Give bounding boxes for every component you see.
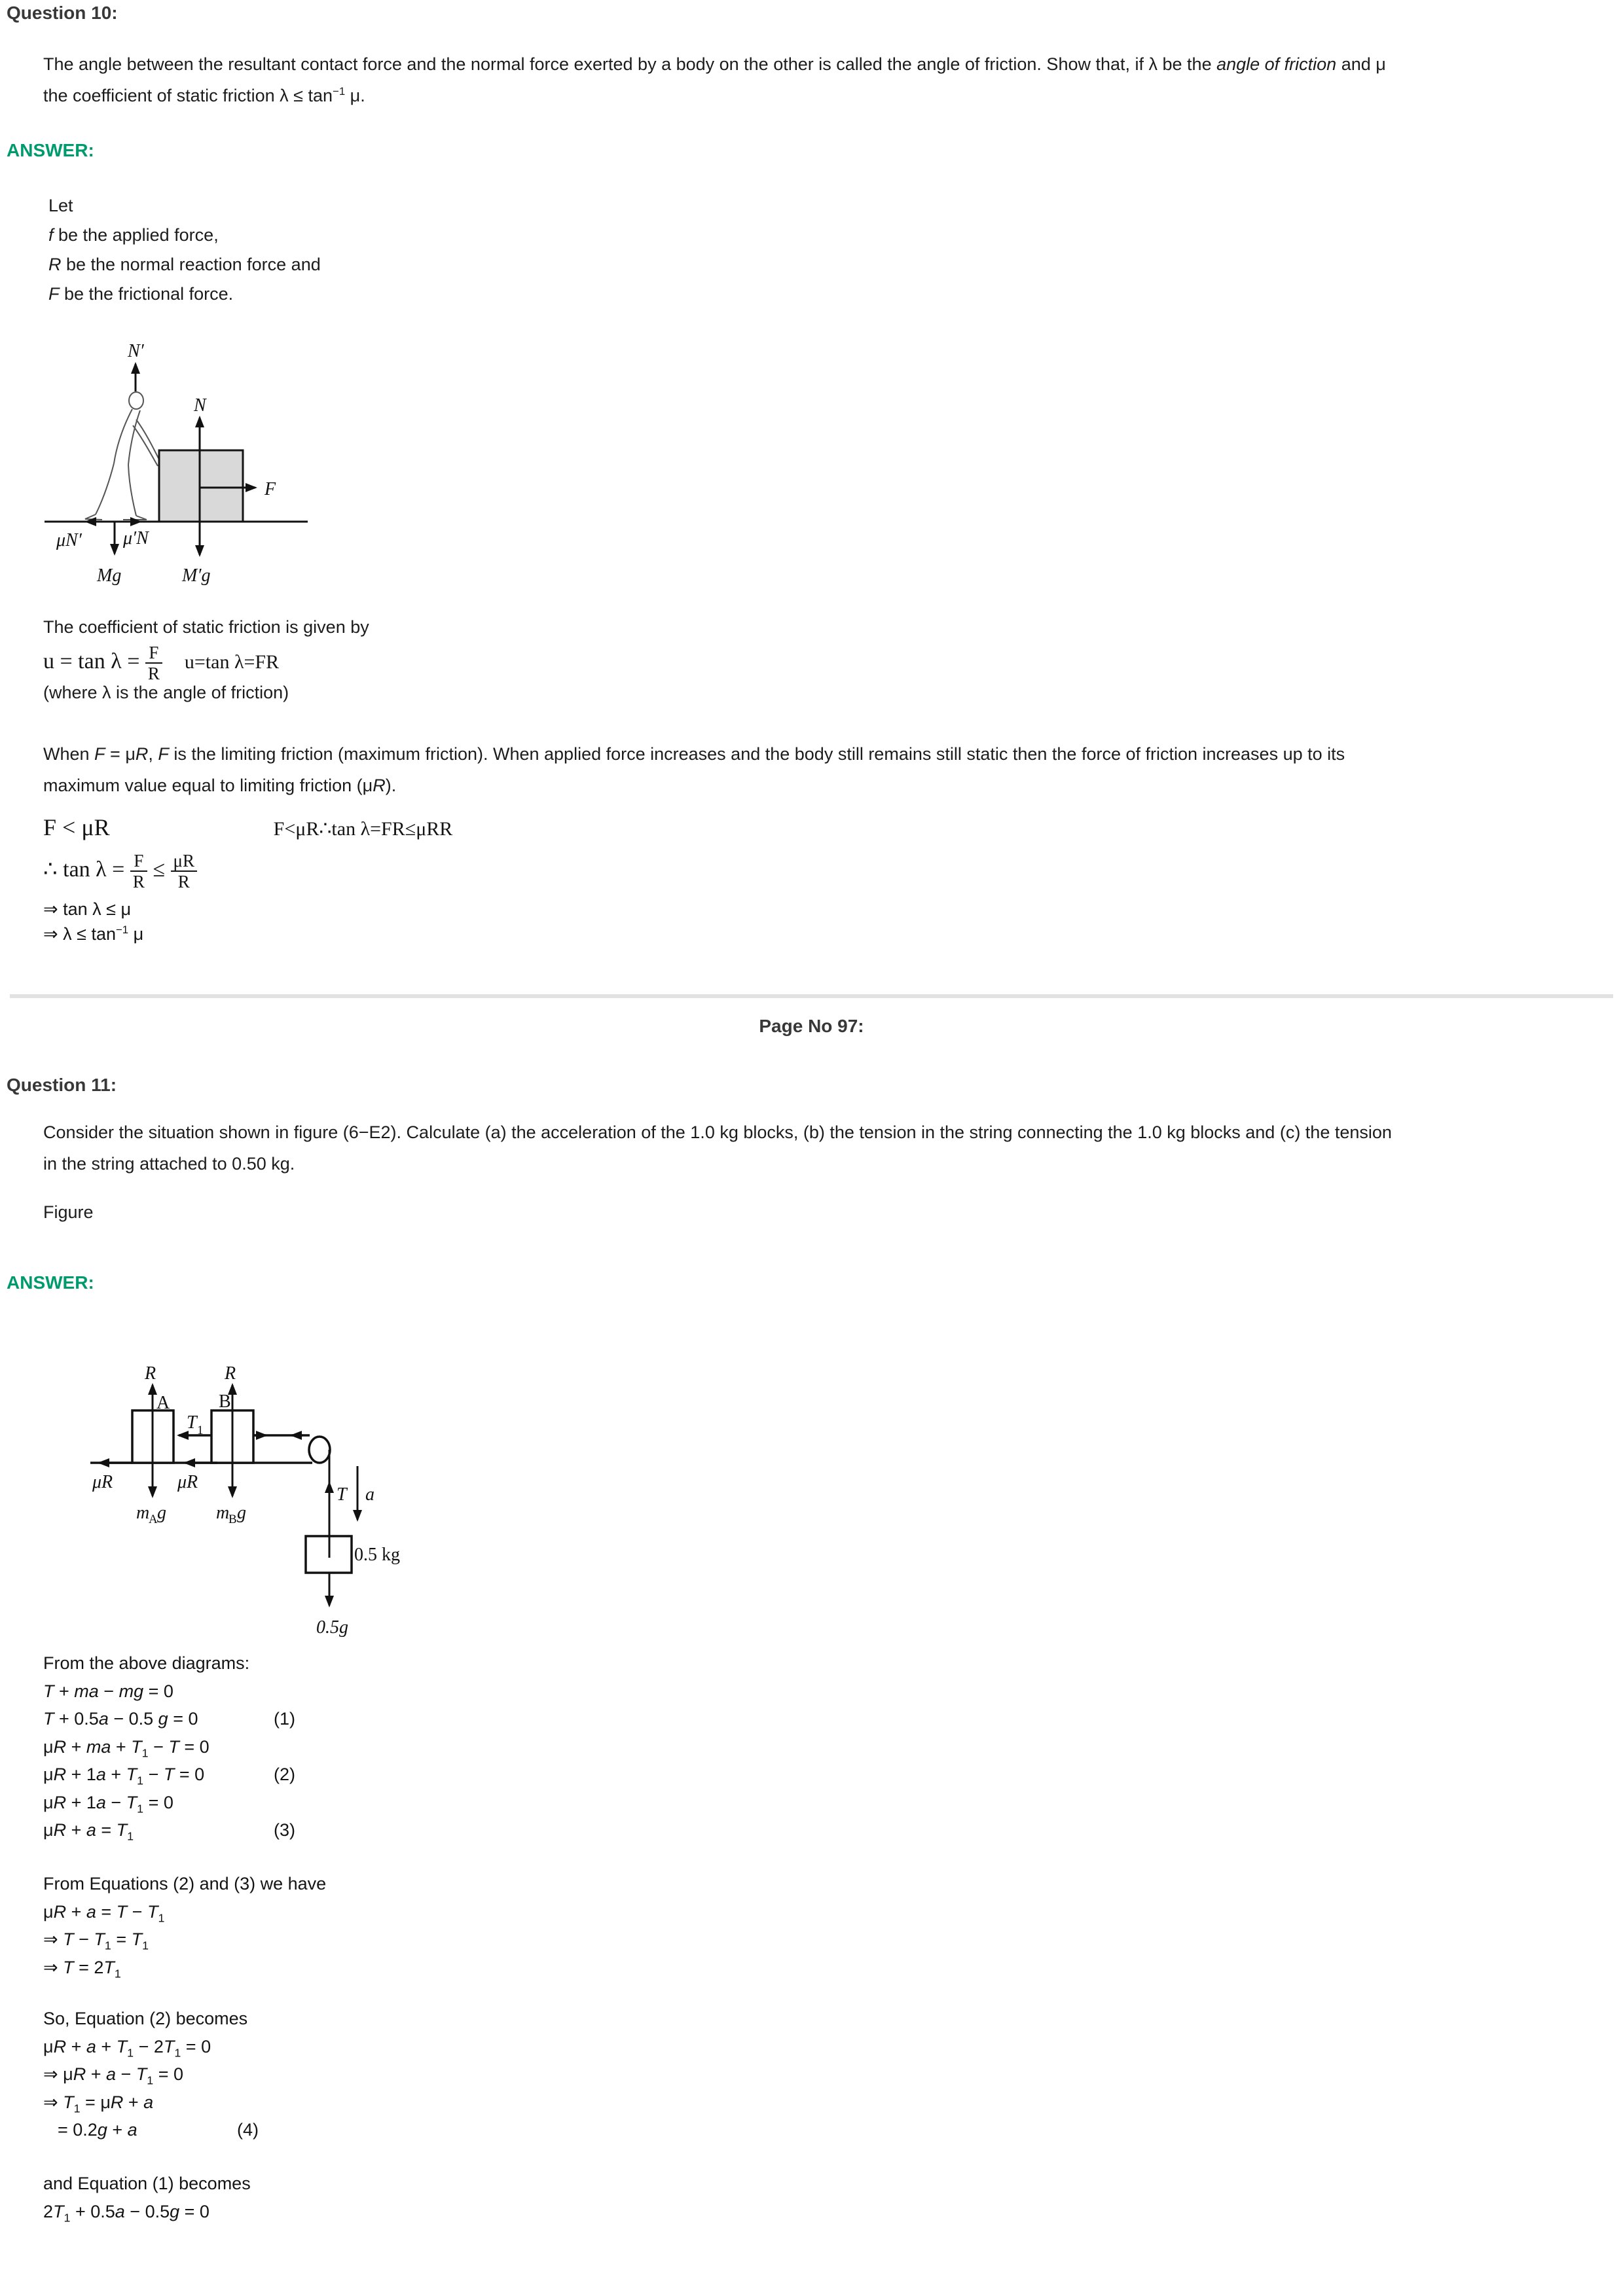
answer-label-2: ANSWER: [7,1272,94,1293]
a-label: a [365,1484,374,1505]
so-equation-heading: So, Equation (2) becomes [43,2009,248,2028]
equation-line: μR + ma + $T_1 - T = 0$ [43,1736,210,1759]
fraction-mur-over-r: $\frac{\mu R}{R}$ [171,851,197,891]
mu-r-label-2: μR [177,1472,198,1492]
question-10-text [43,48,1386,111]
equation-line: ⇒ $T - T_1 = T_1$ [43,1929,149,1952]
block-b-label: B [219,1391,231,1412]
f-label: F [264,479,276,499]
half-kg-label: 0.5 kg [354,1545,400,1565]
section-divider [10,994,1613,998]
equation-line: T + ma − mg = 0 [43,1681,173,1701]
let-line-f: f be the applied force, [48,225,219,245]
formula-f-less-mur: F < μR F<μR∴tan λ=FR≤μRR [43,814,453,840]
formula-prefix: u = tan λ = [43,649,145,674]
let-word: Let [48,196,73,215]
formula-alt-text: u=tan λ=FR [184,651,280,673]
person-sketch [85,392,160,520]
answer-label-1: ANSWER: [7,140,94,160]
mag-label-g: g [157,1503,166,1523]
where-line: (where λ is the angle of friction) [43,683,289,702]
equation-line: $\mu R + 1a + T_1 - T = 0$ (2) [43,1765,295,1787]
pushed-block [159,450,243,522]
formula-f-less-alt: F<μR∴tan λ=FR≤μRR [273,818,453,840]
mg-label: Mg [97,565,122,586]
question-10-line1: The angle between the resultant contact force and the normal force exerted by a body on the other is called the angle of friction. Show that, if λ be the angle of friction and μ [43,54,1386,74]
equation-line: $\mu R + 1a - T_1 = 0$ [43,1792,173,1815]
when-line2: maximum value equal to limiting friction (μR). [43,776,397,795]
let-definitions [48,191,321,309]
equation-1-becomes-block [43,2170,251,2225]
page-number-heading: Page No 97: [759,1016,864,1036]
question-11-text [43,1117,1392,1179]
let-line-big-f: F be the frictional force. [48,284,234,304]
n-prime-label: N′ [128,341,144,361]
equation-2-becomes-block [43,2005,259,2144]
pulley-free-body-diagram [79,1355,419,1643]
question-10-heading: Question 10: [7,3,118,23]
mu-prime-n-label: μ′N [123,528,149,548]
mu-n-prime-label: μN′ [56,530,82,550]
t-label: T [337,1484,347,1505]
fraction-f-over-r-2: $\frac{F}{R}$ [130,851,147,891]
equation-line: $2T_1 + 0.5a - 0.5g = 0$ [43,2201,210,2224]
equations-2-3-block [43,1870,326,1981]
implication-1: ⇒ tan λ ≤ μ [43,899,132,919]
t1-label: T [187,1412,197,1433]
block-a-label: A [156,1393,170,1413]
mag-label-sub: A [149,1513,158,1526]
m-prime-g-label: M′g [182,565,211,586]
equation-line: $\mu R + a + T_1 - 2T_1 = 0$ [43,2036,211,2059]
mag-label-m: m [136,1503,150,1523]
mbg-label-m: m [216,1503,230,1523]
half-g-label: 0.5g [316,1617,348,1638]
implication-2: ⇒ $\lambda \le \tan^{-1} \mu$ [43,924,144,944]
fraction-f-over-r: $\frac{F}{R}$ [145,643,162,683]
friction-free-body-diagram [26,327,340,602]
r-label-b: R [225,1363,236,1384]
question-11-line2: in the string attached to 0.50 kg. [43,1154,295,1174]
when-line1: When F = μR, F is the limiting friction (maximum friction). When applied force increases and the body still remains still static then the force of friction increases up to its [43,744,1345,764]
figure-label: Figure [43,1202,94,1222]
mbg-label-g: g [237,1503,246,1523]
mbg-label-sub: B [228,1513,237,1526]
question-10-line2: the coefficient of static friction $\lambda \le \tan^{-1} \mu$. [43,85,365,105]
equation-line: $\mu R + a = T_1$ (3) [43,1820,295,1843]
formula-mu-tan [43,643,279,683]
equations-from-diagrams [43,1649,295,1844]
let-line-r: R be the normal reaction force and [48,255,321,274]
equation-line: $\mu R + a = T - T_1$ [43,1901,165,1924]
from-diagrams-heading: From the above diagrams: [43,1653,250,1673]
equation-line: T + 0.5a − 0.5 g = 0 (1) [43,1709,295,1729]
r-label-a: R [145,1363,156,1384]
n-label: N [194,395,206,416]
equation-line: ⇒ $T_1 = \mu R + a$ [43,2092,154,2115]
and-equation-heading: and Equation (1) becomes [43,2174,251,2193]
when-paragraph [43,738,1345,801]
t1-sub-label: 1 [197,1424,204,1437]
equation-line: ⇒ $T = 2T_1$ [43,1957,121,1980]
equation-line: ⇒ $\mu R + a - T_1 = 0$ [43,2064,183,2087]
from-equations-heading: From Equations (2) and (3) we have [43,1874,327,1893]
formula-therefore: ∴ tan λ = $\frac{F}{R}$ ≤ $\frac{\mu R}{R}$ [43,851,197,891]
coefficient-line: The coefficient of static friction is given by [43,617,369,637]
equation-line: = 0.2g + a (4) [58,2120,259,2140]
question-11-heading: Question 11: [7,1075,117,1095]
question-11-line1: Consider the situation shown in figure (6−E2). Calculate (a) the acceleration of the 1.0 kg blocks, (b) the tension in the string connecting the 1.0 kg blocks and (c) the tension [43,1122,1392,1142]
pulley [309,1437,330,1463]
mu-r-label-1: μR [92,1472,113,1492]
